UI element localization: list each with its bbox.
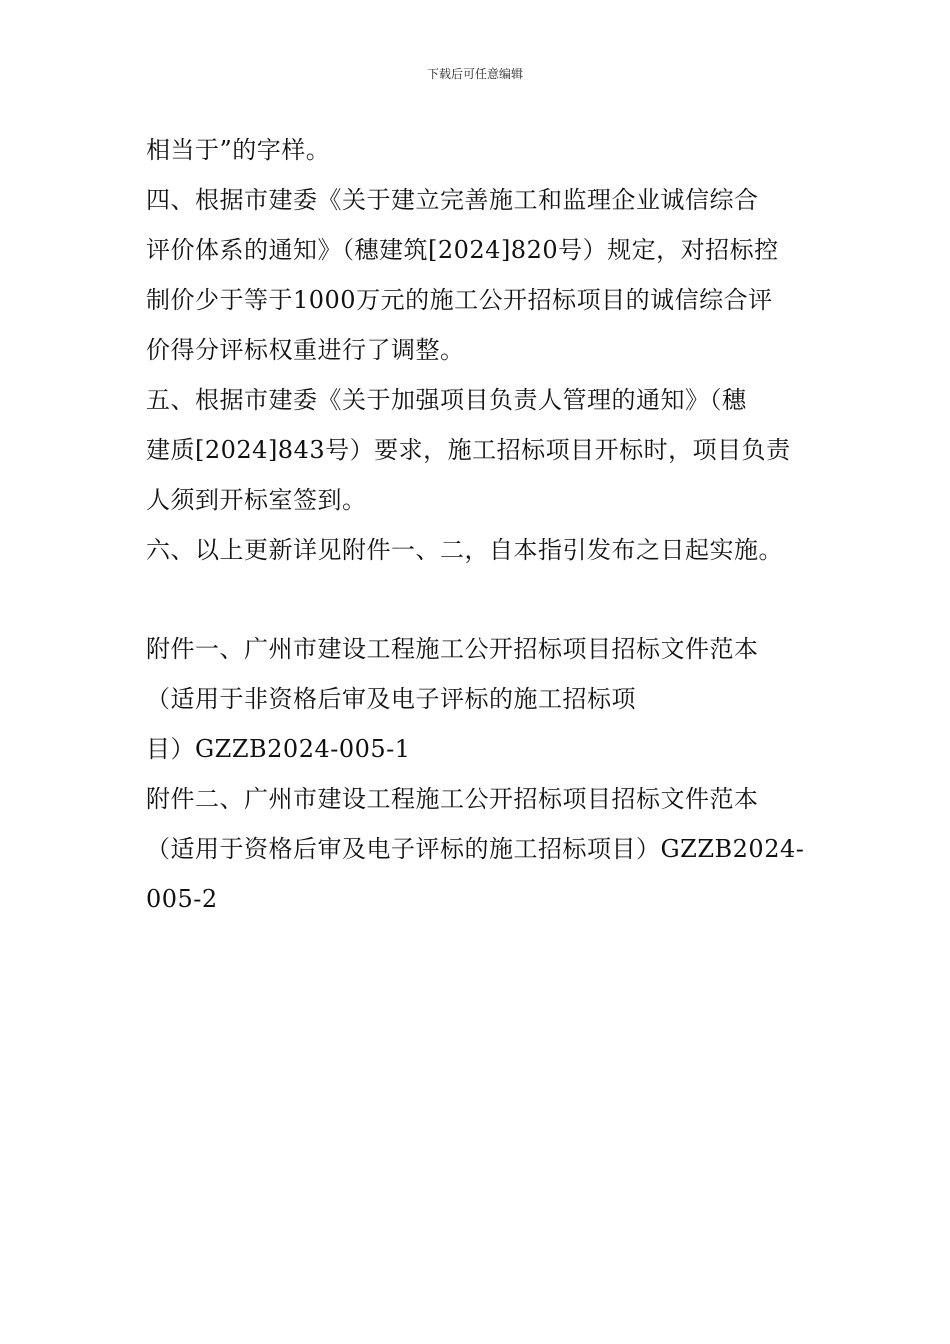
attachment-line: （适用于非资格后审及电子评标的施工招标项	[146, 685, 636, 713]
text-line: 人须到开标室签到。	[146, 486, 367, 514]
attachment-line: 005-2	[146, 885, 218, 913]
page-header-note: 下载后可任意编辑	[426, 67, 523, 81]
text-line: 五、根据市建委《关于加强项目负责人管理的通知》（穗	[146, 386, 747, 414]
attachment-line: （适用于资格后审及电子评标的施工招标项目）GZZB2024-	[146, 835, 805, 863]
text-line: 建质[2024]843号）要求，施工招标项目开标时，项目负责	[146, 436, 791, 464]
text-line: 价得分评标权重进行了调整。	[146, 336, 465, 364]
attachment-line: 附件一、广州市建设工程施工公开招标项目招标文件范本	[146, 635, 759, 663]
attachment-line: 目）GZZB2024-005-1	[146, 735, 411, 763]
text-line: 制价少于等于1000万元的施工公开招标项目的诚信综合评	[146, 286, 773, 314]
text-line: 评价体系的通知》（穗建筑[2024]820号）规定，对招标控	[146, 236, 779, 264]
text-line: 相当于”的字样。	[146, 136, 331, 164]
attachment-line: 附件二、广州市建设工程施工公开招标项目招标文件范本	[146, 785, 759, 813]
text-line: 四、根据市建委《关于建立完善施工和监理企业诚信综合	[146, 186, 759, 214]
text-line: 六、以上更新详见附件一、二，自本指引发布之日起实施。	[146, 536, 783, 564]
